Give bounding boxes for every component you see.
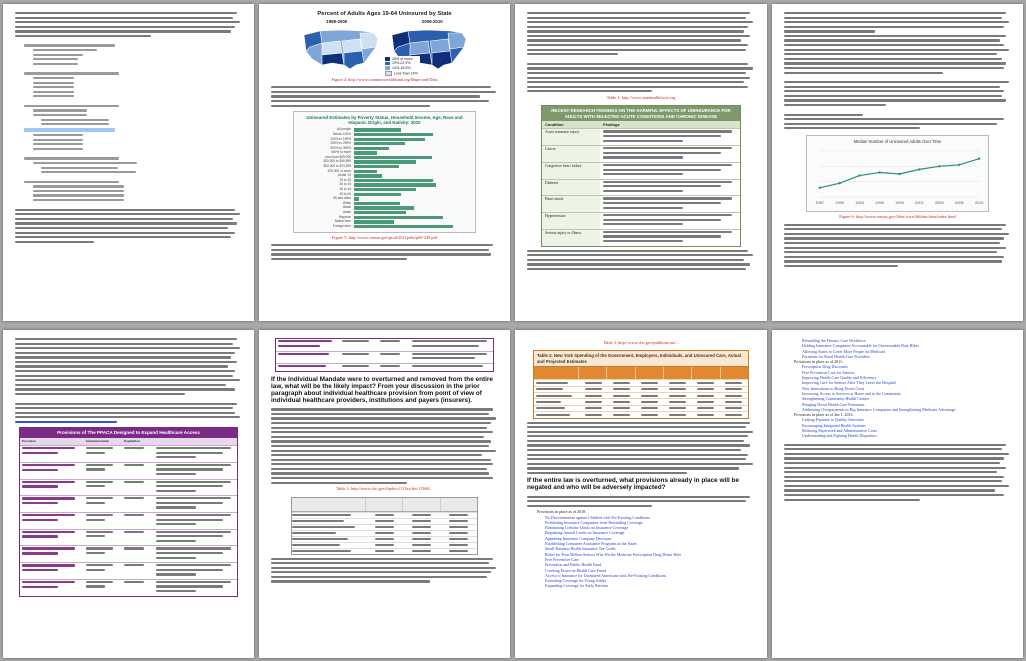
list-item: • Extending Coverage for Young Adults [545,578,755,583]
list-item: • Cracking Down on Health Care Fraud [545,568,755,573]
bar-chart-title: Uninsured Estimates by Poverty Status, Household Income, Age, Race and Hispanic Origin, and Nativity: 2010 [306,114,463,125]
list-item: • Small Business Health Insurance Tax Credit [545,546,755,551]
provisions-list-a [784,338,1011,359]
list-item: • Allowing States to Cover More People on Medicaid [802,349,1011,354]
condition-cell: Cancer [542,146,600,162]
document-page-1 [3,4,254,321]
table-row [20,579,237,596]
list-item: • No Discrimination against Children with Pre-Existing Conditions [545,515,755,520]
provisions-2012-items [784,417,1011,438]
list-item: • Appealing Insurance Company Decisions [545,536,755,541]
table-row [534,405,748,411]
x-tick-label: 1993 [855,199,864,205]
bar-label: 200% to 299% [330,141,351,146]
table-title: RECENT RESEARCH FINDINGS ON THE HARMFUL EFFECTS OF UNINSURANCE FOR ADULTS WITH SELECTED ACUTE CONDITIONS AND CHRONIC DISEASE [542,106,740,121]
table-row [534,386,748,392]
list-item: • Free Preventive Care for Seniors [802,370,1011,375]
bar [354,174,382,177]
section-heading-overturned: If the entire law is overturned, what provisions already in place will be negated and who will be adversely impacted? [527,477,740,492]
ny-spending-table [533,350,749,418]
table-title: Table 2. New York Spending of the Government, Employers, Individuals, and Uninsured Care, Actual and Projected Estimates [534,351,748,367]
map-year-left: 1999-2000 [326,19,348,25]
bar [354,216,443,219]
condition-cell: Serious injury or illness [542,230,600,246]
list-item: • Relief for Four Million Seniors Who Hit the Medicare Prescription Drug Donut Hole [545,552,755,557]
table-row [276,363,493,371]
table-row [534,379,748,385]
table-row [292,512,477,518]
table-row [534,398,748,404]
document-page-2 [259,4,510,321]
list-item: • Provisions in place as of 2010: [537,509,755,514]
table-row [534,411,748,417]
list-item: • Understanding and Fighting Health Disparities [802,433,1011,438]
legend-item: 19%-22.9% [385,61,418,66]
legend-swatch [385,57,390,60]
bar-label: Native born [334,219,351,224]
table-header-condition: Condition [545,122,564,128]
bar-label: $50,000 to $74,999 [323,164,351,169]
bar-label: 400% or more [330,150,351,155]
bar [354,188,416,191]
bar [354,165,399,168]
bar-label: 300% to 399% [330,145,351,150]
list-heading: • Provisions in place as of Jan 1, 2012: [794,412,1011,417]
section-heading-mandate: If the Individual Mandate were to overturned and removed from the entire law, what will be the likely impact? From your discussion in the prior paragraph about individual healthcare provision from point of view of individual healthcare providers, institutions and payers (insurers). [271,375,493,405]
list-item: • Increasing Access to Services at Home and in the Community [802,391,1011,396]
list-item: • Expanding Coverage for Early Retirees [545,583,755,588]
data-point [918,168,920,170]
list-heading: • Provisions in place as of 2011: [794,359,1011,364]
table-row [534,392,748,398]
list-item: • Prevention and Public Health Fund [545,562,755,567]
table-body [542,128,740,245]
list-item: • Establishing Consumer Assistance Programs in the States [545,541,755,546]
table-row [542,229,740,246]
x-tick-label: 1999 [895,199,904,205]
list-item: • Access to Insurance for Uninsured Americans with Pre-Existing Conditions [545,573,755,578]
table-row [20,529,237,546]
bar-chart-rows [299,128,470,229]
bar-label: Under 19 [337,173,351,178]
bar [354,220,394,223]
bar [354,225,453,228]
bar-label: 19 to 25 [339,177,351,182]
data-point [978,157,980,159]
list-item: • Regulating Annual Limits on Insurance Coverage [545,530,755,535]
table3-caption: Table 3: http://www.cbo.gov/publications/... [603,340,679,345]
table-row [292,530,477,536]
list-item: • Addressing Overpayments to Big Insurance Companies and Strengthening Medicare Advantage [802,407,1011,412]
document-page-6 [259,330,510,658]
table-row [292,542,477,548]
uninsured-bar-chart [293,111,476,233]
condition-cell: Diabetes [542,180,600,196]
list-item: • New Innovations to Bring Down Costs [802,386,1011,391]
table-row [20,545,237,562]
data-point [938,165,940,167]
table-row [292,524,477,530]
table-row [276,351,493,363]
us-maps [271,25,498,75]
bar [354,183,436,186]
document-page-5 [3,330,254,658]
x-tick-label: 2010 [974,199,984,205]
condition-cell: Hypertension [542,213,600,229]
table-row [20,495,237,512]
bar-label: Foreign born [332,223,351,228]
bar-label: Asian [343,210,351,214]
bar-label: Black [343,205,351,210]
document-page-4 [772,4,1023,321]
bar-label: $75,000 or more [327,168,351,173]
table-header-row [292,498,477,512]
bar-label: White [342,200,351,205]
bar [354,142,405,145]
list-item: • Prescription Drug Discounts [802,364,1011,369]
bar-label: All people [337,127,351,132]
list-item: • Improving Care for Seniors After They Leave the Hospital [802,380,1011,385]
bar [354,170,377,173]
bar-label: 100% to 199% [330,136,351,141]
bar [354,147,389,150]
table-row [542,195,740,212]
list-item: • Encouraging Integrated Health Systems [802,423,1011,428]
line-chart-title: Median Number of Uninsured Adults Over Time [853,139,942,145]
condition-cell: Heart attack [542,196,600,212]
document-page-3 [515,4,767,321]
table-header-provision: Provision [22,438,36,443]
data-point [878,171,880,173]
map-caption: Figure 4: http://www.commonwealthfund.org/Maps-and-Data [331,76,438,82]
x-tick-label: 1996 [875,199,884,205]
list-item: • Eliminating Lifetime Limits on Insurance Coverage [545,525,755,530]
list-item: • Improving Health Care Quality and Efficiency [802,375,1011,380]
line-chart-plot [810,147,985,207]
research-findings-table [541,105,741,246]
ppaca-provisions-table [19,427,238,596]
table-row [276,339,493,351]
bar [354,156,432,159]
table-header-row [20,438,237,445]
table-row [292,518,477,524]
bar [354,133,433,136]
document-page-7 [515,330,767,658]
provisions-2011-items [784,364,1011,412]
x-tick-label: 2002 [915,199,924,205]
table-row [20,445,237,462]
bar [354,138,425,141]
table-header-population: Population [124,438,140,443]
legend-swatch [385,62,390,65]
table1-caption: Table 1: http://www.statehealthfacts.org [606,94,676,100]
line-caption: Figure 6: http://www.census.gov/hhes/www/hlthins/data/index.html [839,214,956,220]
bar-label: $25,000 to $49,999 [323,159,351,164]
bar-caption: Figure 5: http://www.census.gov/prod/2011pubs/p60-239.pdf [331,234,438,240]
list-item: • Rebuilding the Primary Care Workforce [802,338,1011,343]
legend-swatch [385,66,390,69]
cbo-table [291,497,478,555]
data-point [898,173,900,175]
table3-caption: Table 3: http://www.cbo.gov/ftpdocs/115xx/doc11566/... [335,486,434,492]
condition-cell: Congestive heart failure [542,163,600,179]
table-header-row [542,121,740,128]
x-tick-label: 2005 [934,199,944,205]
legend-item: Less than 14% [385,71,418,76]
condition-cell: Acute traumatic injury [542,129,600,145]
x-tick-label: 2008 [954,199,964,205]
x-tick-label: 1990 [835,199,844,205]
table-body [20,445,237,596]
bar-label: 45 to 64 [339,191,351,196]
map-title: Percent of Adults Ages 19-64 Uninsured by State [317,11,452,17]
table-row [542,179,740,196]
list-item: • Free Preventive Care [545,557,755,562]
bar [354,179,433,182]
bar-label: 35 to 44 [339,187,351,192]
table-row [20,562,237,579]
legend-item: 25% or more [385,57,418,62]
bar [354,211,406,214]
us-map-1999 [300,25,382,73]
table-row [292,548,477,554]
bar-label: 26 to 34 [339,182,351,187]
list-item: • Payments for Rural Health Care Providers [802,354,1011,359]
uninsured-line-chart [806,135,989,212]
data-point [838,182,840,184]
bar-row [299,224,470,229]
data-point [819,186,821,188]
table-header-findings: Findings [603,122,620,128]
table-row [292,536,477,542]
bar-label: Hispanic [338,214,351,219]
bar [354,160,416,163]
table-row [542,128,740,145]
table-row [542,145,740,162]
bar-label: Below 100% [333,131,351,136]
bar [354,128,401,131]
legend-swatch [385,71,392,76]
bar-label: 65 and older [333,196,351,201]
list-item: • Linking Payment to Quality Outcomes [802,417,1011,422]
table-row [542,212,740,229]
document-page-8 [772,330,1023,658]
bar [354,193,401,196]
table-header-row [534,367,748,379]
table-row [20,479,237,496]
table-row [542,162,740,179]
bar-label: Less than $25,000 [324,154,351,159]
list-item: • Bringing Down Health Care Premiums [802,402,1011,407]
x-tick-label: 1987 [815,199,825,205]
bar [354,151,377,154]
map-legend [383,56,420,77]
bar [354,197,359,200]
list-item: • Prohibiting Insurance Companies from Rescinding Coverage [545,520,755,525]
list-item: • Strengthening Community Health Centers [802,396,1011,401]
ppaca-provisions-table-continued [275,338,494,372]
list-item: • Reducing Paperwork and Administrative Costs [802,428,1011,433]
list-item: • Holding Insurance Companies Accountable for Unreasonable Rate Hikes [802,343,1011,348]
legend-item: 14%-18.9% [385,66,418,71]
table-title: Provisions of The PPACA Designed to Expand Healthcare Access [20,428,237,437]
provisions-2010-list [527,509,755,588]
table-header-implementation: Implementation [86,438,110,443]
bar [354,202,400,205]
data-point [958,163,960,165]
data-point [858,174,860,176]
table-row [20,512,237,529]
map-year-right: 2009-2010 [421,19,443,25]
table-row [20,462,237,479]
bar [354,206,414,209]
